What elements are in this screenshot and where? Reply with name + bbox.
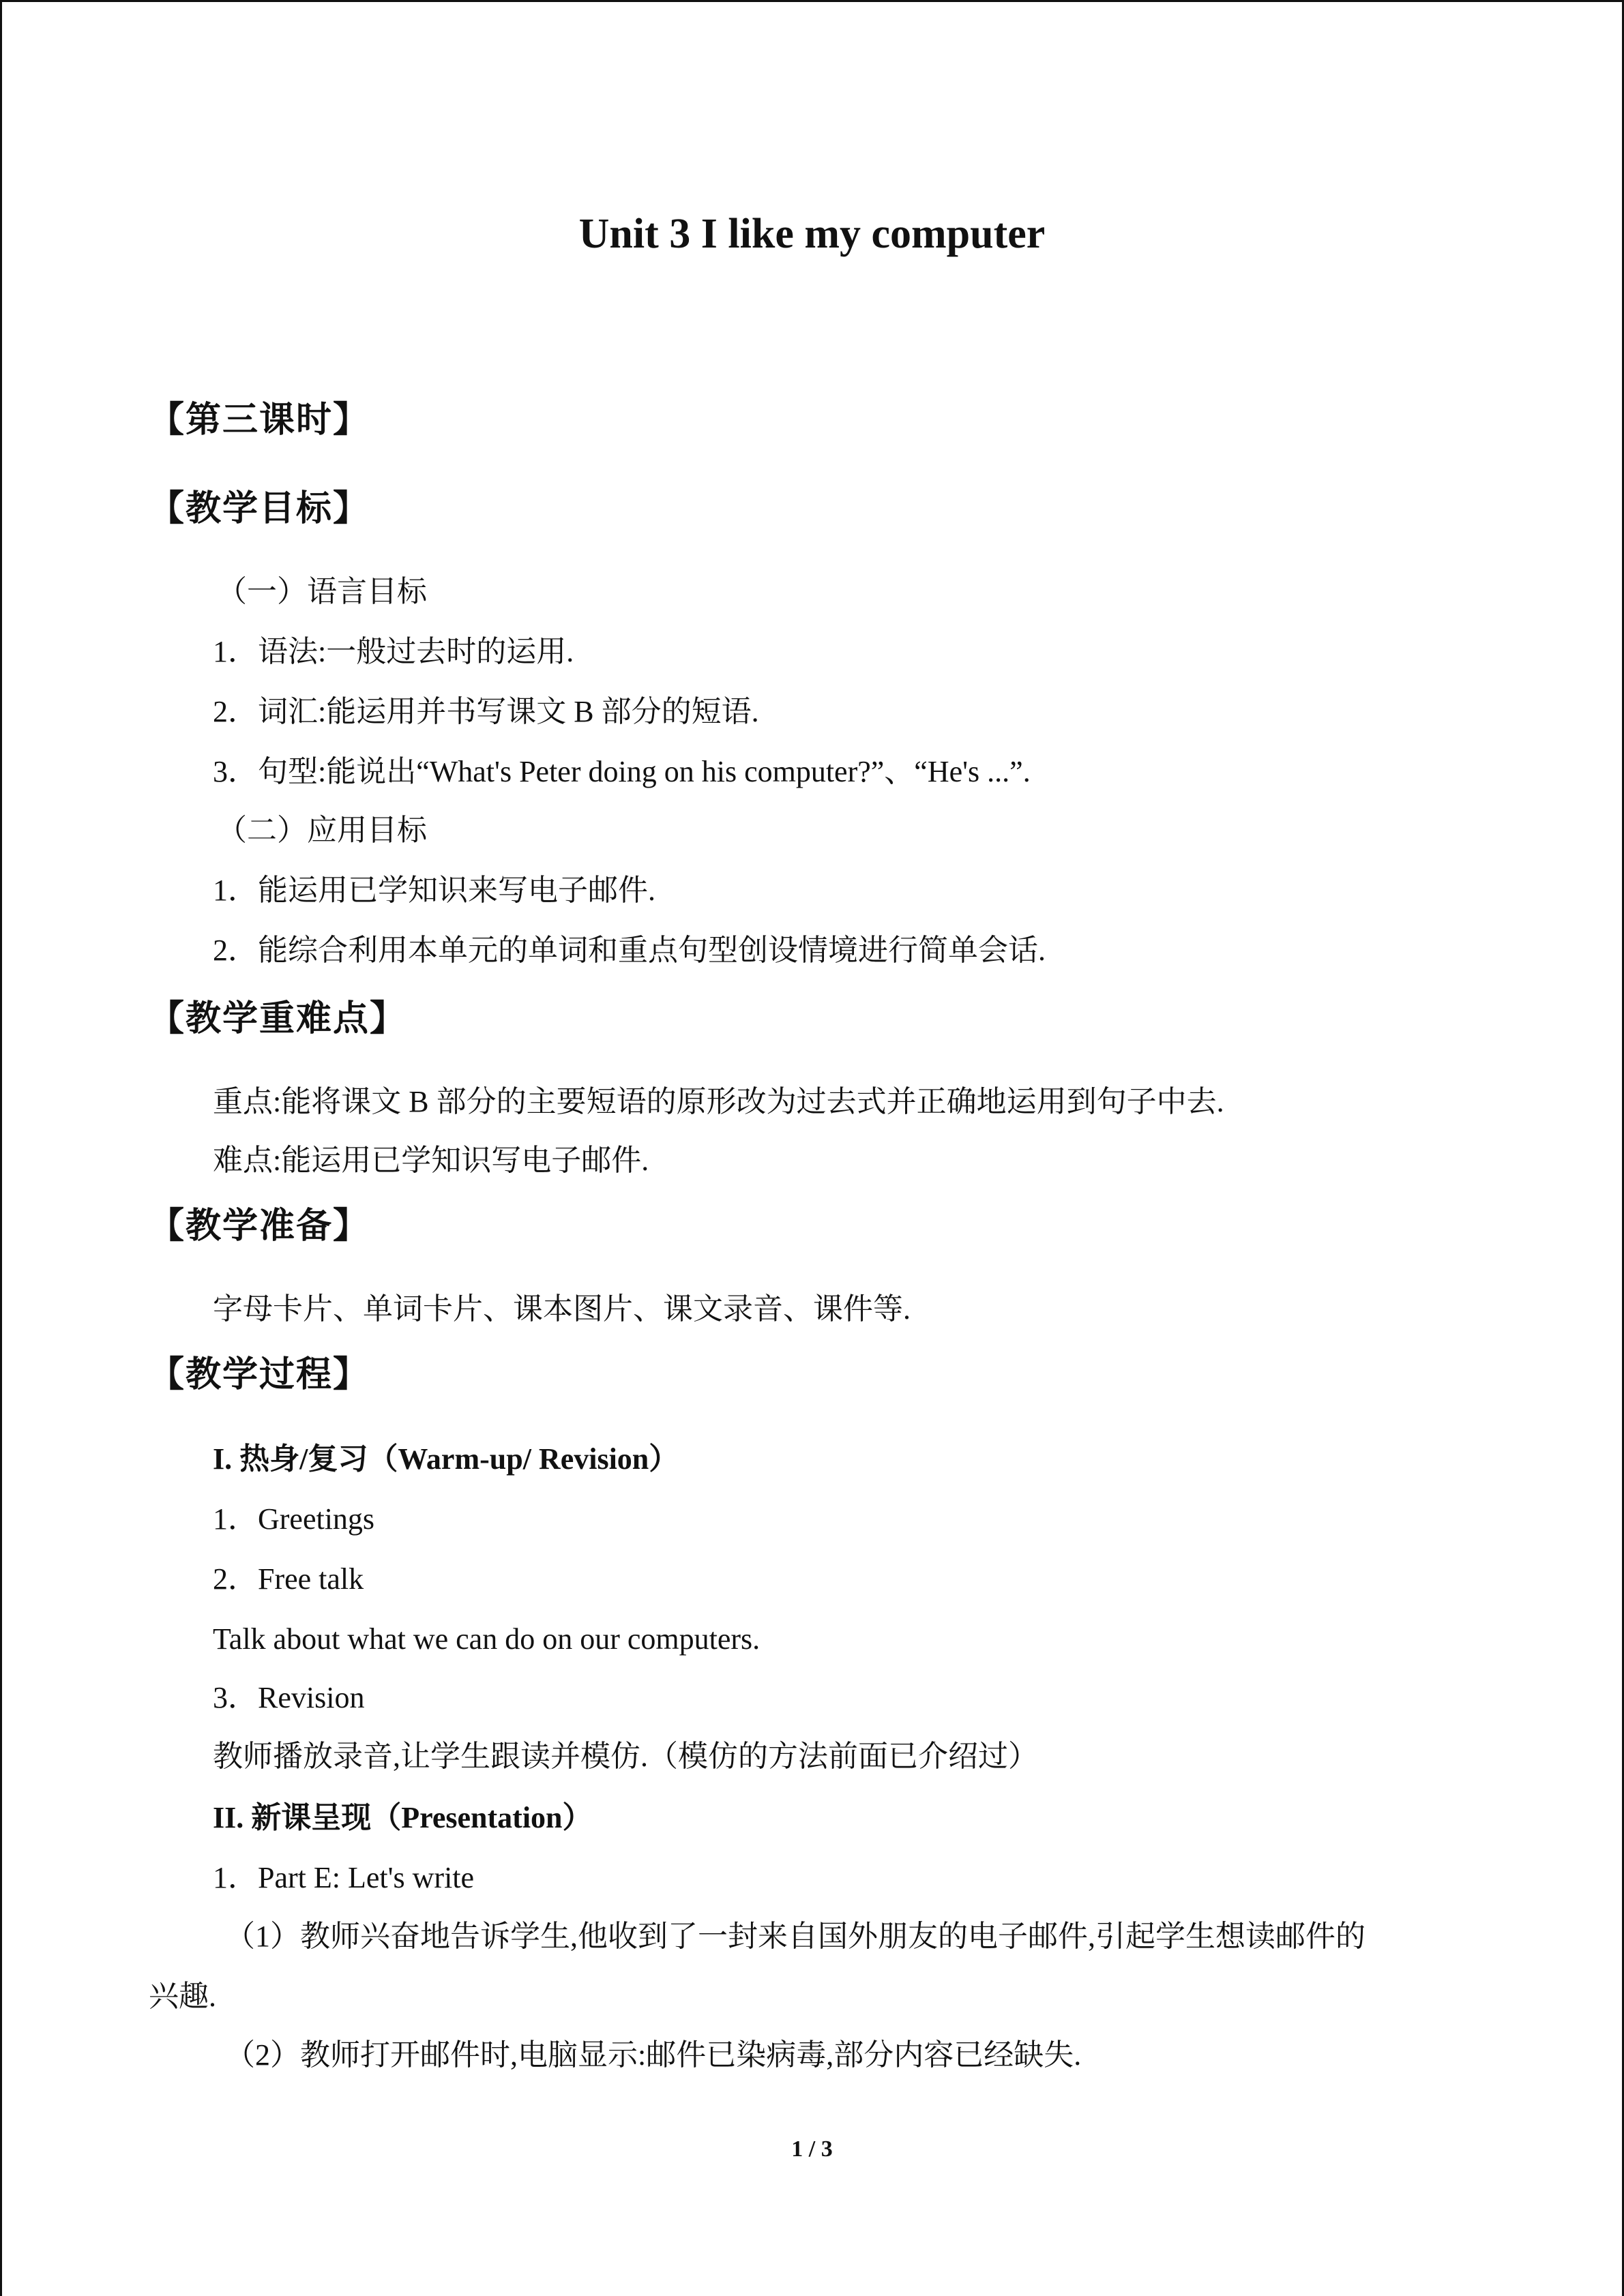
key-point-focus: 重点:能将课文 B 部分的主要短语的原形改为过去式并正确地运用到句子中去.	[213, 1085, 1224, 1118]
process-step-1-line-1: （1）教师兴奋地告诉学生,他收到了一封来自国外朋友的电子邮件,引起学生想读邮件的	[225, 1920, 1365, 1953]
section-heading-objectives: 【教学目标】	[149, 488, 370, 529]
page-number: 1 / 3	[791, 2136, 833, 2162]
document-title: Unit 3 I like my computer	[578, 211, 1046, 257]
objective-sentence: 3．句型:能说出“What's Peter doing on his computer?”、“He's ...”.	[213, 755, 1031, 788]
process-step-1-line-2: 兴趣.	[149, 1980, 216, 2013]
objective-grammar: 1．语法:一般过去时的运用.	[213, 635, 574, 668]
warmup-heading: I. 热身/复习（Warm-up/ Revision）	[213, 1442, 679, 1476]
preparation-text: 字母卡片、单词卡片、课本图片、课文录音、课件等.	[213, 1292, 911, 1326]
section-heading-key-points: 【教学重难点】	[149, 998, 407, 1039]
process-part-e: 1．Part E: Let's write	[213, 1861, 475, 1894]
presentation-heading: II. 新课呈现（Presentation）	[213, 1801, 593, 1834]
objective-application-2: 2．能综合利用本单元的单词和重点句型创设情境进行简单会话.	[213, 934, 1046, 967]
process-greetings: 1．Greetings	[213, 1502, 375, 1536]
key-point-difficulty: 难点:能运用已学知识写电子邮件.	[213, 1144, 649, 1177]
page-border-left	[0, 0, 2, 2296]
section-heading-lesson: 【第三课时】	[149, 400, 370, 441]
objectives-language-heading: （一）语言目标	[217, 575, 427, 608]
page-border-top	[0, 0, 1624, 2]
section-heading-preparation: 【教学准备】	[149, 1206, 370, 1247]
objective-vocabulary: 2．词汇:能运用并书写课文 B 部分的短语.	[213, 695, 759, 728]
process-revision: 3．Revision	[213, 1681, 365, 1714]
objective-application-1: 1．能运用已学知识来写电子邮件.	[213, 874, 655, 907]
process-free-talk-text: Talk about what we can do on our computers.	[213, 1622, 761, 1656]
objectives-application-heading: （二）应用目标	[217, 814, 427, 847]
section-heading-process: 【教学过程】	[149, 1354, 370, 1395]
process-free-talk: 2．Free talk	[213, 1562, 364, 1596]
process-step-2: （2）教师打开邮件时,电脑显示:邮件已染病毒,部分内容已经缺失.	[225, 2038, 1082, 2072]
process-revision-text: 教师播放录音,让学生跟读并模仿.（模仿的方法前面已介绍过）	[213, 1740, 1038, 1773]
